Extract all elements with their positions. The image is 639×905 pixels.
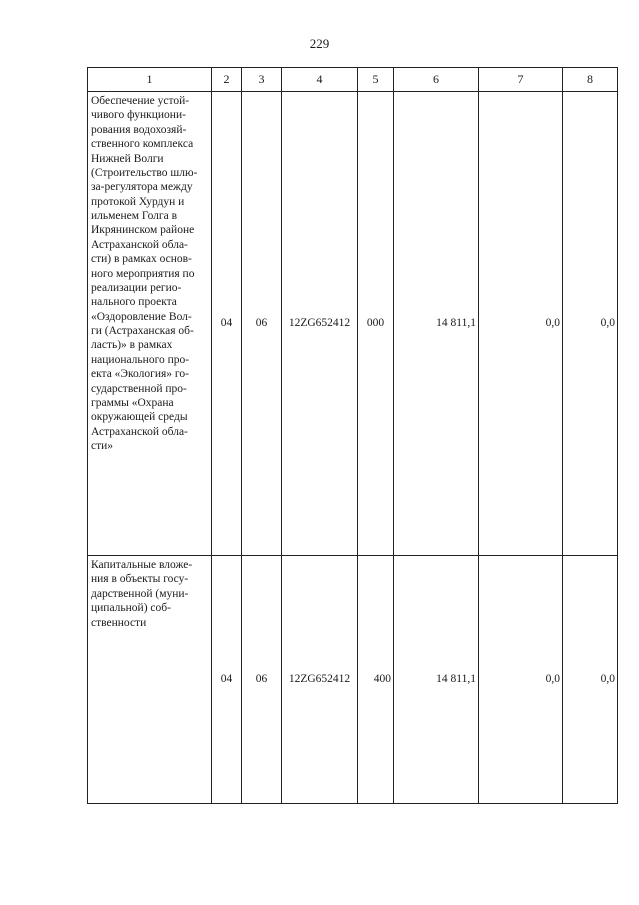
amount-year1-cell: 14 811,1 [394,556,479,804]
header-col-2: 2 [212,68,242,92]
description-line: ласть)» в рамках [91,339,173,352]
row-description [88,556,212,804]
description-line: реализации регио- [91,281,182,294]
description-line: за-регулятора между [91,181,193,194]
description-line: чивого функциони- [91,109,186,122]
target-article-cell: 12ZG652412 [282,92,358,556]
description-line: ильменем Голга в [91,210,178,222]
subsection-cell: 06 [242,556,282,804]
description-line: Капитальные вложе- [91,559,193,571]
page-number: 229 [309,36,330,51]
description-line: окружающей среды [91,411,188,424]
target-article-cell: 12ZG652412 [282,556,358,804]
budget-table [87,67,618,804]
description-line: ного мероприятия по [91,267,195,280]
description-line: ственности [91,616,147,629]
description-line: национального про- [91,353,190,366]
amount-year3-cell: 0,0 [563,556,618,804]
description-line: Астраханской обла- [91,425,188,438]
expense-type-cell: 000 [358,92,394,556]
header-col-4: 4 [282,68,358,92]
description-line: «Оздоровление Вол- [91,310,192,323]
description-line: сударственной про- [91,382,187,395]
section-cell: 04 [212,92,242,556]
header-col-1: 1 [88,68,212,92]
header-col-6: 6 [394,68,479,92]
header-col-8: 8 [563,68,618,92]
section-cell: 04 [212,556,242,804]
header-row [88,68,618,92]
description-line: нального проекта [91,296,177,309]
description-line: ги (Астраханская об- [91,325,194,337]
description-line: протокой Хурдун и [91,195,185,208]
row-description [88,92,212,556]
description-line: ственного комплекса [91,138,194,151]
description-line: дарственной (муни- [91,587,189,600]
amount-year2-cell: 0,0 [479,92,563,556]
description-line: ципальной) соб- [91,602,171,615]
description-line: екта «Экология» го- [91,368,189,381]
header-col-7: 7 [479,68,563,92]
description-line: сти» [91,440,114,452]
description-line: Обеспечение устой- [91,95,190,107]
description-line: сти) в рамках основ- [91,253,192,266]
amount-year1-cell: 14 811,1 [394,92,479,556]
expense-type-cell: 400 [358,556,394,804]
table-row [88,92,618,556]
description-line: рования водохозяй- [91,123,187,136]
description-line: граммы «Охрана [91,396,174,409]
description-line: ния в объекты госу- [91,573,189,586]
description-line: (Строительство шлю- [91,166,198,179]
description-line: Икрянинском районе [91,224,195,237]
header-col-3: 3 [242,68,282,92]
subsection-cell: 06 [242,92,282,556]
description-line: Нижней Волги [91,152,164,165]
header-col-5: 5 [358,68,394,92]
description-line: Астраханской обла- [91,238,188,251]
amount-year2-cell: 0,0 [479,556,563,804]
amount-year3-cell: 0,0 [563,92,618,556]
table-row [88,556,618,804]
